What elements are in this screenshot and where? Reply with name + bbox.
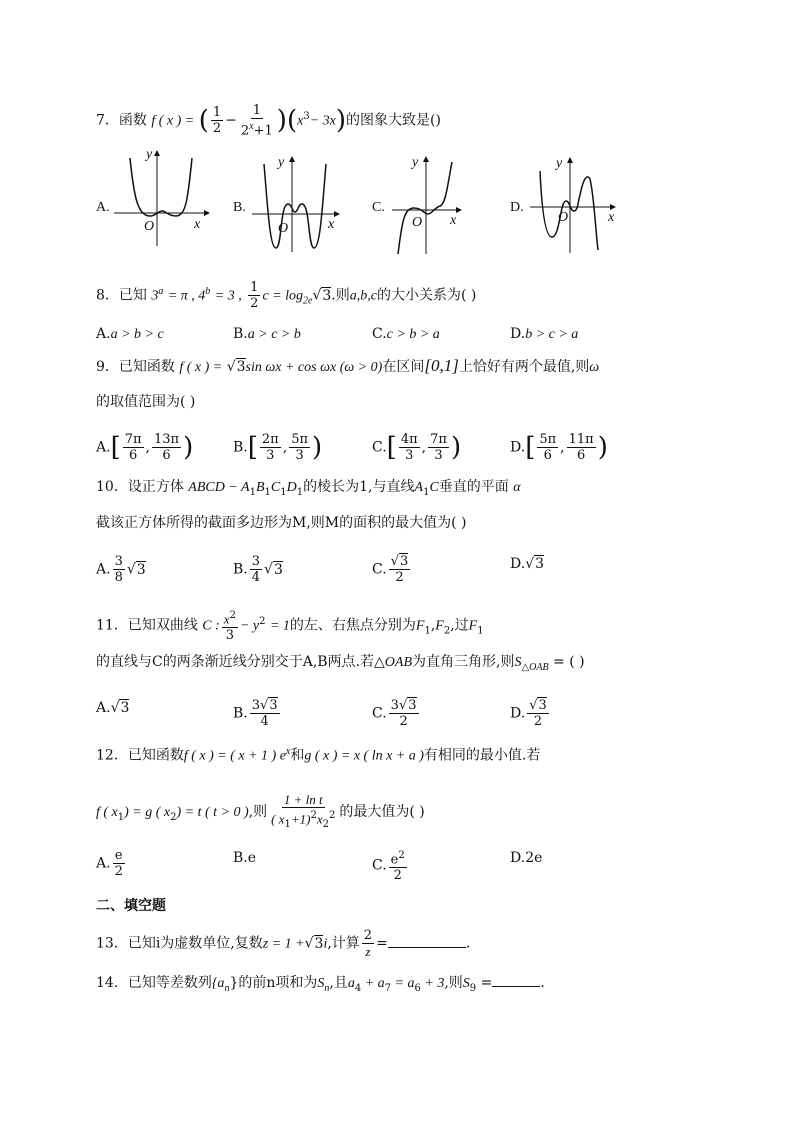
option-label-c: C.	[372, 200, 385, 215]
graph-option-a	[112, 148, 212, 248]
q12-option-b: B.e	[233, 850, 257, 866]
graph-option-d	[528, 155, 628, 255]
q12-option-a: A. $\frac{e}{2}$	[96, 848, 123, 879]
q8-option-b: B.a > c > b	[233, 326, 301, 342]
q10-option-c: C. $\frac{√3}{2}$	[372, 554, 409, 585]
q12-option-c: C. $\frac{e^2}{2}$	[372, 850, 405, 884]
q10-option-d: D.√3	[510, 556, 545, 572]
axis-x-label: x	[450, 213, 457, 228]
q10-option-a: A. $\frac{3}{8}$ √3	[96, 554, 146, 585]
q8-option-c: C.c > b > a	[372, 326, 440, 342]
q11-option-c: C. $\frac{3√3}{2}$	[372, 698, 417, 729]
question-number: 14．	[96, 975, 128, 991]
question-number: 7．	[96, 112, 119, 129]
question-10-line2: 截该正方体所得的截面多边形为M,则M的面积的最大值为( )	[96, 515, 467, 531]
option-label-a: A.	[96, 200, 110, 215]
question-text: 函数	[118, 112, 147, 129]
q9-option-c: C.[ $\frac{4\pi}{3}$ , $\frac{7\pi}{3}$ )	[372, 432, 462, 463]
origin-label: O	[412, 215, 423, 230]
question-12-line2: f ( $x_1) = g$ ( $x_2) = t$ ( t > 0 ),则 $\frac{\text{1 + ln t}}{( x_1+1)^2x_2^2}$ 的最大值为( )	[96, 792, 425, 830]
question-7: 7．函数 f ( x ) = ( $\frac{1}{2}$ − $\frac{1}{2^x+1}$ )$(x^3- 3x)$的图象大致是()	[96, 103, 441, 139]
question-11: 11．已知双曲线 C : $\frac{x^2}{3}$ − $y^2 = 1$的左、右焦点分别为$F_1,F_2$,过$F_1$	[96, 610, 484, 644]
question-13: 13．已知i为虚数单位,复数z = 1 +√3i,计算 $\frac{2}{z}$ = .	[96, 928, 471, 959]
answer-blank[interactable]	[388, 933, 466, 948]
option-label-b: B.	[233, 200, 246, 215]
q10-option-b: B. $\frac{3}{4}$ √3	[233, 554, 283, 585]
option-label-d: D.	[510, 200, 524, 215]
q9-option-b: B.[ $\frac{2\pi}{3}$ , $\frac{5\pi}{3}$ )	[233, 432, 323, 463]
axis-x-label: x	[194, 217, 201, 232]
axis-y-label: y	[412, 155, 419, 170]
question-10: 10．设正方体 ABCD − $A_1B_1C_1D_1$的棱长为1,与直线$A_1C$垂直的平面 α	[96, 479, 521, 498]
question-number: 11．	[96, 617, 128, 634]
math-expr: f ( x ) =	[151, 113, 195, 129]
question-text: 的图象大致是(	[346, 112, 436, 129]
q11-option-b: B. $\frac{3√3}{4}$	[233, 698, 278, 729]
q8-option-a: A.a > b > c	[96, 326, 164, 342]
answer-blank[interactable]	[492, 972, 540, 987]
graph-option-b	[250, 152, 350, 257]
q8-option-d: D.b > c > a	[510, 326, 579, 342]
origin-label: O	[278, 221, 289, 236]
axis-x-label: x	[328, 217, 335, 232]
question-11-line2: 的直线与C的两条渐近线分别交于A,B两点.若△OAB为直角三角形,则$S_{\triangle OAB}$ = ( )	[96, 654, 585, 673]
q11-option-d: D. $\frac{√3}{2}$	[510, 698, 547, 729]
origin-label: O	[558, 210, 569, 225]
question-number: 13．	[96, 935, 128, 952]
question-9: 9．已知函数 f ( x ) = √3sin ωx + cos ωx (ω > 0)在区间[0,1]上恰好有两个最值,则ω	[96, 356, 600, 375]
question-number: 12．	[96, 747, 128, 764]
origin-label: O	[144, 219, 155, 234]
axis-y-label: y	[278, 155, 285, 170]
axis-y-label: y	[146, 148, 153, 162]
question-number: 9．	[96, 359, 119, 375]
question-9-line2: 的取值范围为( )	[96, 394, 196, 410]
axis-x-label: x	[608, 210, 615, 225]
graph-option-c	[390, 152, 480, 257]
section-heading: 二、填空题	[96, 898, 166, 914]
question-number: 8．	[96, 287, 119, 304]
question-8: 8．已知 3$^a$ = π , 4$^b$ = 3 , $\frac{1}{2}$ $c = \log_{2e}√3$.则a,b,c的大小关系为( )	[96, 280, 477, 311]
fraction: $\frac{1}{2^x+1}$	[240, 103, 273, 139]
question-12: 12．已知函数f ( x ) = ( x + 1 ) $e^x$和g ( x ) = x ( ln x + a )有相同的最小值.若	[96, 746, 541, 764]
q11-option-a: A.√3	[96, 700, 130, 716]
q9-option-a: A.[ $\frac{7\pi}{6}$ , $\frac{13\pi}{6}$ )	[96, 432, 194, 463]
axis-y-label: y	[556, 156, 563, 171]
fraction: $\frac{1}{2}$	[212, 105, 222, 137]
q12-option-d: D.2e	[510, 850, 543, 866]
q9-option-d: D.[ $\frac{5\pi}{6}$ , $\frac{11\pi}{6}$ )	[510, 432, 608, 463]
question-14: 14．已知等差数列$\{a_n\}$的前n项和为$S_n$,且$a_4 + a_7 = a_6 + 3$,则$S_9$ = .	[96, 972, 545, 999]
question-number: 10．	[96, 479, 128, 495]
